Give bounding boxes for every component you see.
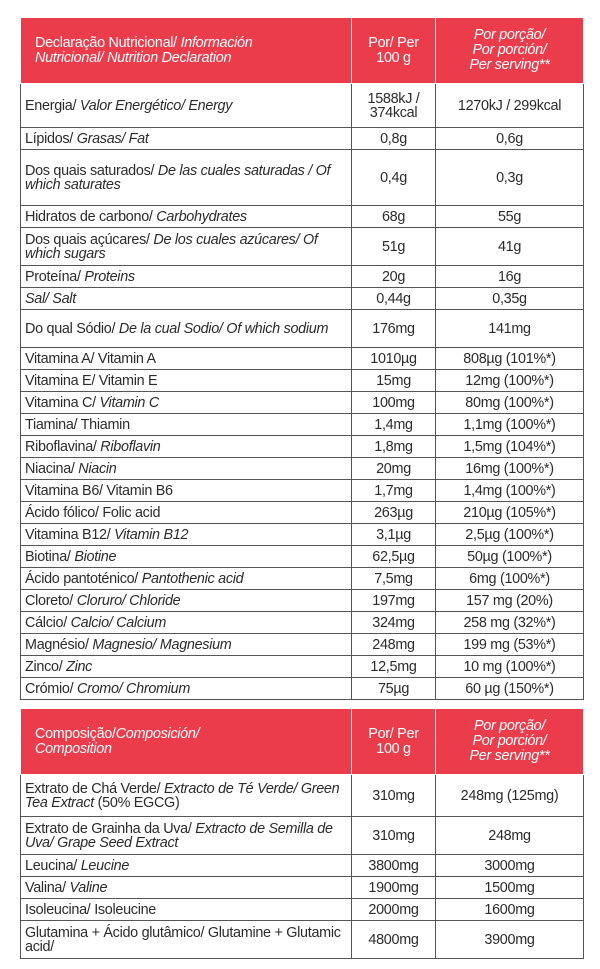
- label-translation: Extracto de Semilla de Uva/ Grape Seed Extract: [25, 820, 333, 851]
- nutrition-row: [21, 634, 584, 656]
- label-pt: Do qual Sódio/: [25, 320, 119, 337]
- nutrition-row-label: [21, 568, 352, 590]
- nutrition-row-per100: 62,5µg: [352, 546, 436, 568]
- label-translation: Pantothenic acid: [141, 570, 244, 587]
- nutrition-header-serving: [436, 18, 584, 84]
- label-pt: Magnésio/: [25, 636, 93, 653]
- nutrition-row-per100: 15mg: [352, 370, 436, 392]
- nutrition-header-per100: Por/ Per 100 g: [352, 18, 436, 84]
- label-translation: De las cuales saturadas / Of which saturates: [25, 162, 331, 193]
- nutrition-row-serving: 16mg (100%*): [436, 458, 584, 480]
- nutrition-row-serving: 0,35g: [436, 288, 584, 310]
- composition-header-row: [21, 709, 584, 775]
- label-pt: Tiamina/ Thiamin: [25, 416, 130, 433]
- nutrition-row-serving: 157 mg (20%): [436, 590, 584, 612]
- nutrition-row-serving: 0,6g: [436, 128, 584, 150]
- nutrition-row: [21, 150, 584, 206]
- label-translation: Cloruro/ Chloride: [76, 592, 181, 609]
- composition-row-serving: 248mg (125mg): [436, 775, 584, 817]
- nutrition-row-per100: 1,8mg: [352, 436, 436, 458]
- label-pt: Biotina/: [25, 548, 75, 565]
- nutrition-row-per100: 324mg: [352, 612, 436, 634]
- nutrition-row-per100: 100mg: [352, 392, 436, 414]
- label-pt: Extrato de Chá Verde/: [25, 780, 164, 797]
- label-translation: Riboflavin: [100, 438, 161, 455]
- label-panel: [20, 17, 583, 959]
- nutrition-row: [21, 128, 584, 150]
- label-translation: Niacin: [78, 460, 117, 477]
- nutrition-row-label: [21, 150, 352, 206]
- composition-row: [21, 775, 584, 817]
- nutrition-row: [21, 546, 584, 568]
- composition-row-label: [21, 921, 352, 959]
- nutrition-row-per100: 7,5mg: [352, 568, 436, 590]
- nutrition-row: [21, 678, 584, 700]
- composition-row: [21, 899, 584, 921]
- nutrition-header-pt: Declaração Nutricional/: [35, 34, 181, 51]
- composition-row-serving: 3900mg: [436, 921, 584, 959]
- nutrition-row-per100: 263µg: [352, 502, 436, 524]
- label-pt: Leucina/: [25, 857, 81, 874]
- nutrition-row-serving: 1270kJ / 299kcal: [436, 84, 584, 128]
- label-note: (50% EGCG): [93, 794, 180, 811]
- nutrition-row-per100: 197mg: [352, 590, 436, 612]
- nutrition-row-per100: 12,5mg: [352, 656, 436, 678]
- composition-row-per100: 3800mg: [352, 855, 436, 877]
- composition-row-per100: 4800mg: [352, 921, 436, 959]
- nutrition-row-per100: 1010µg: [352, 348, 436, 370]
- nutrition-row-serving: 6mg (100%*): [436, 568, 584, 590]
- nutrition-row-serving: 41g: [436, 228, 584, 266]
- label-translation: Magnesio/ Magnesium: [92, 636, 232, 653]
- label-translation: Zinc: [66, 658, 93, 675]
- composition-header-es-a: Composición/: [115, 725, 200, 742]
- nutrition-row-label: [21, 480, 352, 502]
- nutrition-row-per100: 20mg: [352, 458, 436, 480]
- composition-header-label: [21, 709, 352, 775]
- nutrition-row: [21, 348, 584, 370]
- label-translation: De los cuales azúcares/ Of which sugars: [25, 231, 318, 262]
- label-pt: Ácido fólico/ Folic acid: [25, 504, 161, 521]
- label-translation: Proteins: [84, 268, 135, 285]
- label-pt: Valina/: [25, 879, 70, 896]
- label-translation: Leucine: [80, 857, 130, 874]
- composition-row-label: [21, 855, 352, 877]
- nutrition-row: [21, 480, 584, 502]
- nutrition-row-per100: 1,7mg: [352, 480, 436, 502]
- nutrition-row: [21, 370, 584, 392]
- label-pt: Ácido pantoténico/: [25, 570, 142, 587]
- nutrition-row-serving: 210µg (105%*): [436, 502, 584, 524]
- nutrition-row-per100: 0,4g: [352, 150, 436, 206]
- nutrition-row-label: [21, 266, 352, 288]
- composition-header-es-b: Composition: [35, 740, 112, 757]
- label-pt: Niacina/: [25, 460, 79, 477]
- label-pt: Zinco/: [25, 658, 67, 675]
- nutrition-header-serving-3: Per serving**: [469, 57, 550, 73]
- label-pt: Hidratos de carbono/: [25, 208, 157, 225]
- nutrition-row: [21, 206, 584, 228]
- nutrition-row-label: [21, 458, 352, 480]
- nutrition-row-label: [21, 128, 352, 150]
- label-translation: Valor Energético/ Energy: [79, 97, 233, 114]
- composition-row-serving: 248mg: [436, 817, 584, 855]
- nutrition-row-label: [21, 84, 352, 128]
- nutrition-row: [21, 656, 584, 678]
- label-pt: Energia/: [25, 97, 80, 114]
- composition-row: [21, 921, 584, 959]
- nutrition-row: [21, 436, 584, 458]
- nutrition-row-label: [21, 524, 352, 546]
- composition-row-label: [21, 775, 352, 817]
- nutrition-row-serving: 1,4mg (100%*): [436, 480, 584, 502]
- composition-header-serving-1: Por porção/: [473, 718, 546, 734]
- label-translation: Cromo/ Chromium: [76, 680, 191, 697]
- nutrition-header-serving-2: Por porción/: [472, 42, 547, 58]
- composition-row-serving: 1500mg: [436, 877, 584, 899]
- label-translation: Carbohydrates: [156, 208, 247, 225]
- nutrition-row-per100: 3,1µg: [352, 524, 436, 546]
- composition-row-serving: 1600mg: [436, 899, 584, 921]
- nutrition-row-label: [21, 348, 352, 370]
- label-translation: De la cual Sodio/ Of which sodium: [118, 320, 329, 337]
- nutrition-row: [21, 524, 584, 546]
- label-pt: Crómio/: [25, 680, 77, 697]
- label-pt: Lípidos/: [25, 130, 77, 147]
- nutrition-row: [21, 458, 584, 480]
- nutrition-row-serving: 60 µg (150%*): [436, 678, 584, 700]
- nutrition-row-serving: 80mg (100%*): [436, 392, 584, 414]
- composition-row-label: [21, 877, 352, 899]
- nutrition-header-row: [21, 18, 584, 84]
- nutrition-row: [21, 84, 584, 128]
- composition-row-per100: 310mg: [352, 817, 436, 855]
- nutrition-row-serving: 55g: [436, 206, 584, 228]
- composition-header-pt: Composição/: [35, 725, 116, 742]
- nutrition-row-per100: 75µg: [352, 678, 436, 700]
- nutrition-row-label: [21, 634, 352, 656]
- nutrition-row: [21, 502, 584, 524]
- composition-row-label: [21, 899, 352, 921]
- nutrition-row: [21, 310, 584, 348]
- composition-row-label: [21, 817, 352, 855]
- label-translation: Vitamin B12: [114, 526, 189, 543]
- nutrition-row-serving: 1,5mg (104%*): [436, 436, 584, 458]
- composition-row: [21, 877, 584, 899]
- nutrition-row-label: [21, 310, 352, 348]
- label-pt: Vitamina B6/ Vitamin B6: [25, 482, 173, 499]
- nutrition-row-label: [21, 288, 352, 310]
- nutrition-row-per100: 68g: [352, 206, 436, 228]
- nutrition-row-serving: 199 mg (53%*): [436, 634, 584, 656]
- label-pt: Vitamina E/ Vitamin E: [25, 372, 158, 389]
- label-pt: Cálcio/: [25, 614, 71, 631]
- nutrition-row-per100: 1588kJ / 374kcal: [352, 84, 436, 128]
- nutrition-row-label: [21, 678, 352, 700]
- label-translation: Extracto de Té Verde/ Green Tea Extract: [25, 780, 340, 811]
- nutrition-row-label: [21, 502, 352, 524]
- nutrition-row-label: [21, 414, 352, 436]
- nutrition-row: [21, 612, 584, 634]
- nutrition-row-per100: 176mg: [352, 310, 436, 348]
- composition-row: [21, 855, 584, 877]
- label-translation: Vitamin C: [99, 394, 159, 411]
- composition-header-per100: Por/ Per 100 g: [352, 709, 436, 775]
- label-pt: Cloreto/: [25, 592, 77, 609]
- nutrition-row-serving: 808µg (101%*): [436, 348, 584, 370]
- nutrition-row-serving: 50µg (100%*): [436, 546, 584, 568]
- nutrition-row-serving: 16g: [436, 266, 584, 288]
- nutrition-header-label: [21, 18, 352, 84]
- composition-header-serving-2: Por porción/: [472, 733, 547, 749]
- composition-header-serving: [436, 709, 584, 775]
- nutrition-table: [20, 17, 584, 959]
- nutrition-row-per100: 0,8g: [352, 128, 436, 150]
- nutrition-row-serving: 258 mg (32%*): [436, 612, 584, 634]
- nutrition-row: [21, 228, 584, 266]
- nutrition-row-serving: 10 mg (100%*): [436, 656, 584, 678]
- nutrition-row: [21, 414, 584, 436]
- label-pt: Dos quais saturados/: [25, 162, 158, 179]
- nutrition-row-per100: 0,44g: [352, 288, 436, 310]
- label-pt: Vitamina B12/: [25, 526, 115, 543]
- nutrition-row-label: [21, 656, 352, 678]
- nutrition-row-serving: 12mg (100%*): [436, 370, 584, 392]
- nutrition-row: [21, 568, 584, 590]
- label-pt: Vitamina C/: [25, 394, 100, 411]
- label-pt: Dos quais açúcares/: [25, 231, 154, 248]
- nutrition-row-label: [21, 392, 352, 414]
- nutrition-row-label: [21, 590, 352, 612]
- composition-row-per100: 2000mg: [352, 899, 436, 921]
- nutrition-header-es-b: Nutricional/ Nutrition Declaration: [35, 49, 232, 66]
- label-pt: Vitamina A/ Vitamin A: [25, 350, 156, 367]
- label-translation: Grasas/ Fat: [76, 130, 149, 147]
- nutrition-row: [21, 266, 584, 288]
- nutrition-row-label: [21, 546, 352, 568]
- nutrition-row-per100: 248mg: [352, 634, 436, 656]
- composition-row-per100: 1900mg: [352, 877, 436, 899]
- nutrition-row-label: [21, 612, 352, 634]
- composition-header-serving-3: Per serving**: [469, 748, 550, 764]
- label-pt: Riboflavina/: [25, 438, 101, 455]
- composition-row: [21, 817, 584, 855]
- composition-row-serving: 3000mg: [436, 855, 584, 877]
- nutrition-row-serving: 2,5µg (100%*): [436, 524, 584, 546]
- nutrition-row-per100: 20g: [352, 266, 436, 288]
- nutrition-row-per100: 1,4mg: [352, 414, 436, 436]
- nutrition-row-label: [21, 206, 352, 228]
- label-translation: Valine: [69, 879, 108, 896]
- label-translation: Sal/ Salt: [25, 290, 76, 307]
- nutrition-row-per100: 51g: [352, 228, 436, 266]
- label-pt: Isoleucina/ Isoleucine: [25, 901, 156, 918]
- nutrition-row: [21, 392, 584, 414]
- composition-row-per100: 310mg: [352, 775, 436, 817]
- nutrition-row-label: [21, 370, 352, 392]
- label-translation: Calcio/ Calcium: [70, 614, 167, 631]
- nutrition-header-serving-1: Por porção/: [473, 27, 546, 43]
- label-pt: Proteína/: [25, 268, 85, 285]
- nutrition-row: [21, 590, 584, 612]
- nutrition-header-es-a: Información: [180, 34, 253, 51]
- nutrition-row: [21, 288, 584, 310]
- nutrition-row-serving: 0,3g: [436, 150, 584, 206]
- nutrition-row-label: [21, 436, 352, 458]
- label-pt: Glutamina + Ácido glutâmico/ Glutamine + Glutamic acid/: [25, 924, 341, 955]
- label-translation: Biotine: [74, 548, 117, 565]
- label-pt: Extrato de Grainha da Uva/: [25, 820, 196, 837]
- nutrition-row-serving: 1,1mg (100%*): [436, 414, 584, 436]
- nutrition-row-serving: 141mg: [436, 310, 584, 348]
- nutrition-row-label: [21, 228, 352, 266]
